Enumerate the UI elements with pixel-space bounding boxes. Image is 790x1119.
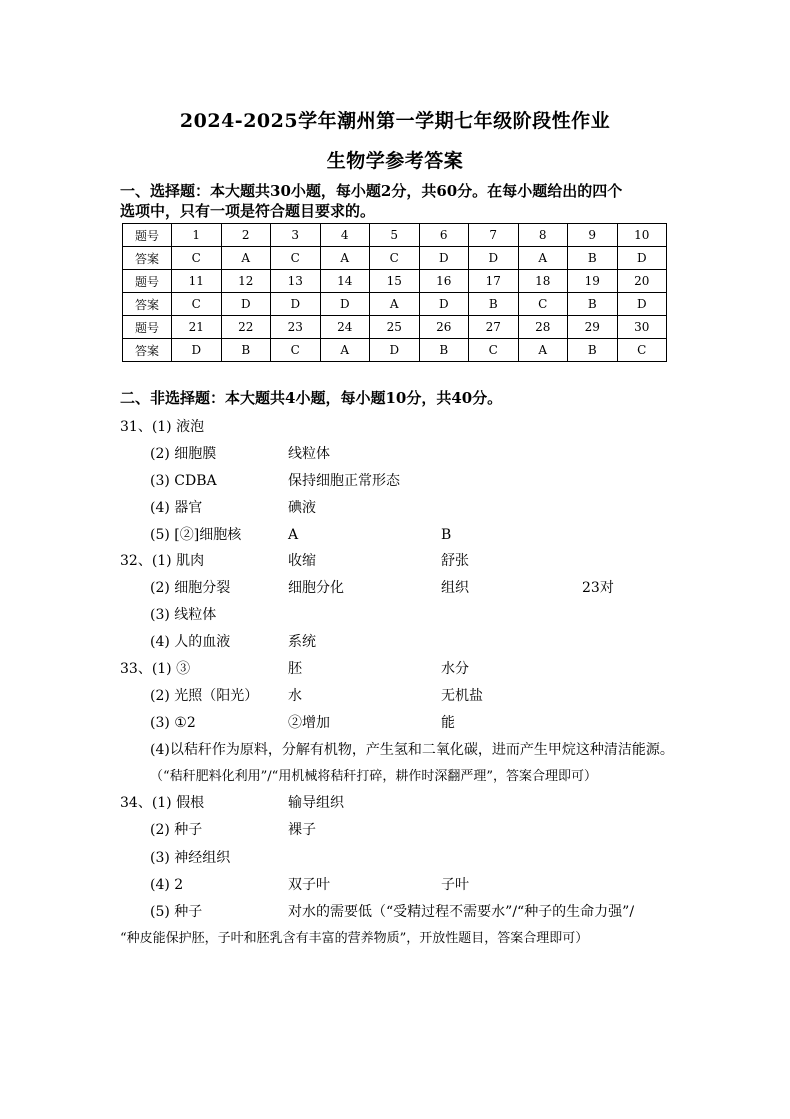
answer-line-cell: (3) CDBA: [150, 473, 217, 489]
answer-line-cell: 能: [441, 715, 455, 731]
answer-cell: C: [370, 247, 420, 270]
answer-line: [0, 792, 790, 814]
answer-line-cell: 32、(1) 肌肉: [120, 553, 205, 569]
answer-cell: B: [568, 339, 618, 362]
question-number-cell: 22: [221, 316, 271, 339]
question-number-cell: 25: [370, 316, 420, 339]
answer-cell: C: [617, 339, 667, 362]
answer-cell: C: [469, 339, 519, 362]
answer-cell: D: [469, 247, 519, 270]
q34-note-line: [0, 928, 790, 950]
answer-line: [0, 685, 790, 707]
section1-heading-line2: 选项中，只有一项是符合题目要求的。: [120, 202, 376, 220]
answer-line: [0, 577, 790, 599]
question-number-cell: 13: [271, 270, 321, 293]
q33-4-line: [0, 739, 790, 761]
question-number-cell: 16: [419, 270, 469, 293]
table-row-ans: [123, 247, 667, 270]
question-number-cell: 27: [469, 316, 519, 339]
answer-line-cell: 双子叶: [288, 877, 330, 893]
question-number-cell: 14: [320, 270, 370, 293]
question-number-cell: 20: [617, 270, 667, 293]
question-number-cell: 15: [370, 270, 420, 293]
document-subtitle: 生物学参考答案: [326, 150, 464, 172]
answer-cell: C: [518, 293, 568, 316]
answer-line-cell: 系统: [288, 634, 316, 650]
answer-line: [0, 604, 790, 626]
answer-line: [0, 901, 790, 923]
question-number-cell: 23: [271, 316, 321, 339]
answer-line-cell: (4) 人的血液: [150, 634, 231, 650]
answer-cell: A: [320, 247, 370, 270]
question-number-cell: 21: [172, 316, 222, 339]
answer-cell: A: [370, 293, 420, 316]
answer-cell: D: [320, 293, 370, 316]
answer-cell: D: [419, 293, 469, 316]
answer-line-cell: 水分: [441, 661, 469, 677]
question-number-cell: 8: [518, 224, 568, 247]
answer-cell: D: [617, 247, 667, 270]
answer-line-cell: (5) 种子: [150, 904, 203, 920]
answer-line: [0, 847, 790, 869]
answer-line: [0, 550, 790, 572]
answer-line: [0, 819, 790, 841]
q33-4-text: (4)以秸秆作为原料，分解有机物，产生氢和二氧化碳，进而产生甲烷这种清洁能源。: [150, 742, 674, 758]
table-row-label: 答案: [123, 293, 172, 316]
answer-line: [0, 470, 790, 492]
answer-line-cell: 收缩: [288, 553, 316, 569]
question-number-cell: 7: [469, 224, 519, 247]
table-row-label: 答案: [123, 247, 172, 270]
answer-table: [122, 223, 667, 362]
answer-line: [0, 658, 790, 680]
answer-line-cell: 细胞分化: [288, 580, 344, 596]
table-row-num: [123, 224, 667, 247]
answer-line-cell: 组织: [441, 580, 469, 596]
answer-line: [0, 524, 790, 546]
document-title: 2024-2025学年潮州第一学期七年级阶段性作业: [179, 110, 611, 132]
answer-line-cell: 水: [288, 688, 302, 704]
answer-cell: C: [271, 339, 321, 362]
answer-line-cell: 34、(1) 假根: [120, 795, 205, 811]
answer-line: [0, 416, 790, 438]
answer-line-cell: (2) 种子: [150, 822, 203, 838]
table-row-num: [123, 270, 667, 293]
answer-cell: D: [370, 339, 420, 362]
answer-cell: B: [419, 339, 469, 362]
answer-line-cell: (3) ①2: [150, 715, 196, 731]
answer-line-cell: 23对: [582, 580, 614, 596]
q33-note-line: [0, 766, 790, 788]
answer-cell: A: [221, 247, 271, 270]
question-number-cell: 6: [419, 224, 469, 247]
answer-cell: B: [568, 247, 618, 270]
answer-cell: D: [419, 247, 469, 270]
table-row-ans: [123, 339, 667, 362]
question-number-cell: 18: [518, 270, 568, 293]
table-row-ans: [123, 293, 667, 316]
question-number-cell: 30: [617, 316, 667, 339]
answer-cell: D: [617, 293, 667, 316]
question-number-cell: 1: [172, 224, 222, 247]
answer-line-cell: A: [288, 527, 299, 543]
question-number-cell: 9: [568, 224, 618, 247]
answer-line-cell: (4) 器官: [150, 500, 203, 516]
question-number-cell: 19: [568, 270, 618, 293]
answer-line-cell: 线粒体: [288, 446, 330, 462]
question-number-cell: 4: [320, 224, 370, 247]
q34-note-text: “种皮能保护胚，子叶和胚乳含有丰富的营养物质”，开放性题目，答案合理即可）: [120, 931, 589, 946]
answer-line-cell: 对水的需要低（“受精过程不需要水”/“种子的生命力强”/: [288, 904, 635, 920]
answer-cell: A: [518, 339, 568, 362]
answer-line-cell: 31、(1) 液泡: [120, 419, 205, 435]
answer-line: [0, 874, 790, 896]
answer-cell: A: [320, 339, 370, 362]
answer-line-cell: (4) 2: [150, 877, 184, 893]
table-row-label: 题号: [123, 224, 172, 247]
answer-line-cell: 33、(1) ③: [120, 661, 191, 677]
answer-line: [0, 712, 790, 734]
answer-cell: D: [172, 339, 222, 362]
answer-line-cell: 保持细胞正常形态: [288, 473, 400, 489]
question-number-cell: 28: [518, 316, 568, 339]
answer-line-cell: 无机盐: [441, 688, 483, 704]
section1-heading-line1: 一、选择题：本大题共30小题，每小题2分，共60分。在每小题给出的四个: [120, 182, 623, 200]
section2-heading: 二、非选择题：本大题共4小题，每小题10分，共40分。: [120, 389, 503, 407]
answer-cell: C: [172, 293, 222, 316]
question-number-cell: 10: [617, 224, 667, 247]
answer-cell: B: [568, 293, 618, 316]
answer-line-cell: (2) 细胞膜: [150, 446, 217, 462]
question-number-cell: 3: [271, 224, 321, 247]
answer-line-cell: 舒张: [441, 553, 469, 569]
question-number-cell: 12: [221, 270, 271, 293]
table-row-label: 题号: [123, 270, 172, 293]
answer-line-cell: 子叶: [441, 877, 469, 893]
answer-cell: C: [271, 247, 321, 270]
question-number-cell: 26: [419, 316, 469, 339]
answer-cell: A: [518, 247, 568, 270]
answer-line-cell: 胚: [288, 661, 302, 677]
question-number-cell: 17: [469, 270, 519, 293]
answer-cell: B: [469, 293, 519, 316]
section1-heading: [120, 181, 680, 221]
answer-cell: B: [221, 339, 271, 362]
table-row-num: [123, 316, 667, 339]
answer-line-cell: 输导组织: [288, 795, 344, 811]
answer-line-cell: (3) 神经组织: [150, 850, 231, 866]
question-number-cell: 29: [568, 316, 618, 339]
answer-line-cell: (5) [②]细胞核: [150, 527, 242, 543]
q33-note-text: （“秸秆肥料化利用”/“用机械将秸秆打碎，耕作时深翻严理”，答案合理即可）: [150, 769, 597, 784]
answer-cell: C: [172, 247, 222, 270]
question-number-cell: 5: [370, 224, 420, 247]
answer-line-cell: 裸子: [288, 822, 316, 838]
answer-line: [0, 443, 790, 465]
answer-line-cell: (2) 细胞分裂: [150, 580, 231, 596]
answer-line: [0, 631, 790, 653]
answer-line-cell: (2) 光照（阳光）: [150, 688, 259, 704]
question-number-cell: 24: [320, 316, 370, 339]
answer-cell: D: [221, 293, 271, 316]
question-number-cell: 11: [172, 270, 222, 293]
question-number-cell: 2: [221, 224, 271, 247]
answer-cell: D: [271, 293, 321, 316]
table-row-label: 题号: [123, 316, 172, 339]
answer-line-cell: 碘液: [288, 500, 316, 516]
answer-line-cell: (3) 线粒体: [150, 607, 217, 623]
answer-line-cell: B: [441, 527, 452, 543]
answer-line: [0, 497, 790, 519]
table-row-label: 答案: [123, 339, 172, 362]
answer-line-cell: ②增加: [288, 715, 330, 731]
